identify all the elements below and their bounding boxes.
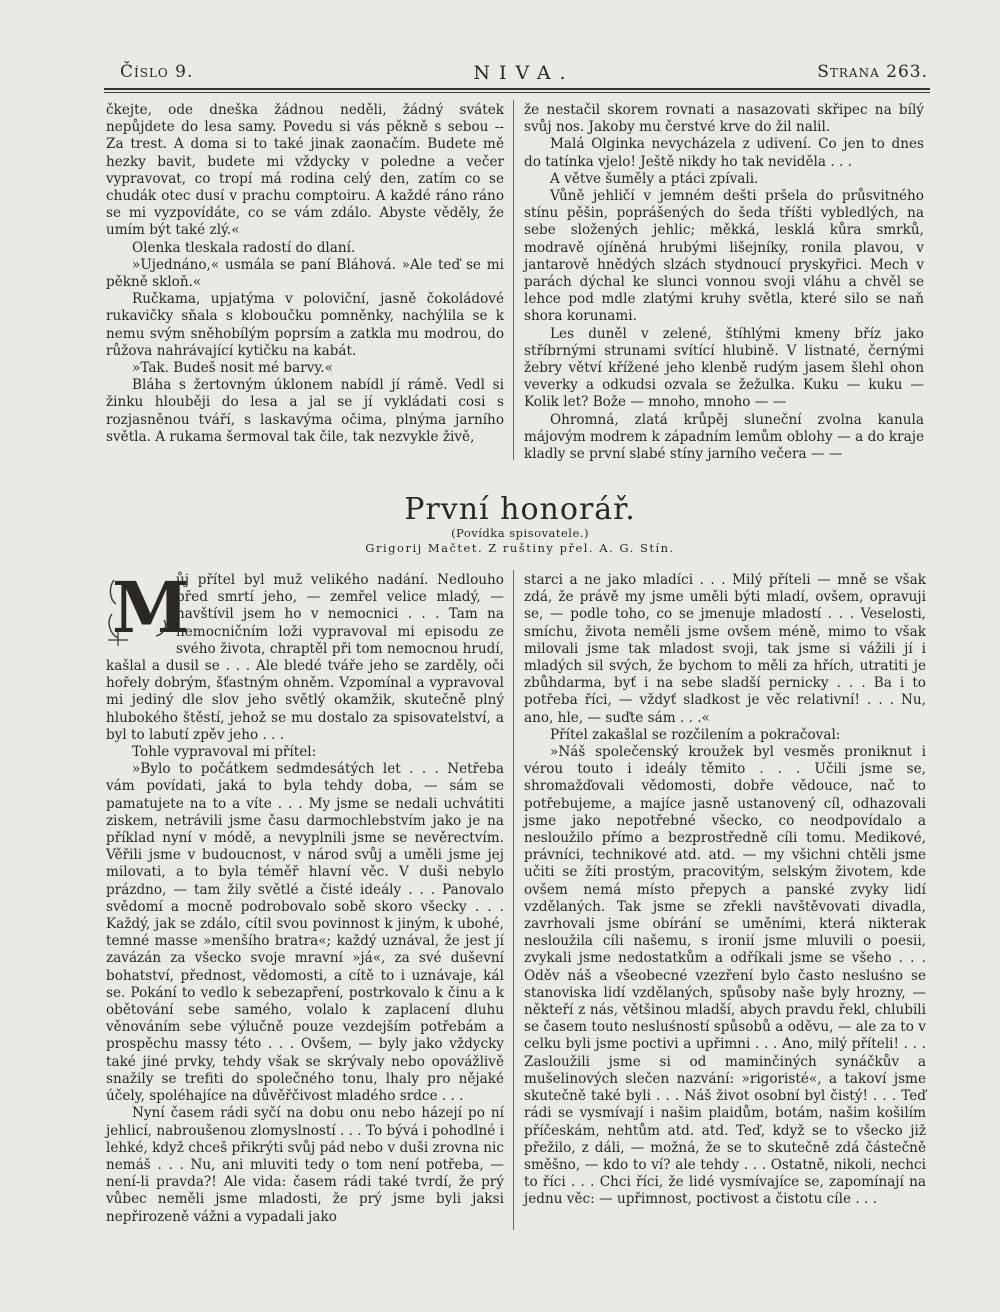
paragraph: Olenka tleskala radostí do dlaní. — [132, 239, 356, 256]
header-rule — [104, 88, 930, 90]
column-divider-top — [513, 100, 514, 460]
paragraph: Tohle vypravoval mi přítel: — [132, 744, 317, 761]
top-right-column — [524, 102, 924, 463]
paragraph: starci a ne jako mladíci . . . Milý příteli — mně se však zdá, že právě my jsme uměli býti mladí, ovšem, opravuji se, — podle toho, co se jmenuje mladostí . . . Veselosti, smíchu, života neměli jsme ovšem méně, mimo to však milovali jsme tak mladost svoji, tak jsme si vážili jí i mladých sil svých, že bychom to měli za hřích, utratiti je zbůhdarma, byť i na sebe sladší pernicky . . . Ba i to potřeba říci, — vždyť sladkost je věc relativní! . . . Nu, ano, hle, — suďte sám . . .« — [524, 572, 926, 726]
paragraph: Malá Olginka nevycházela z udivení. Co jen to dnes do tatínka vjelo! Ještě nikdy ho tak neviděla . . . — [524, 136, 924, 170]
dropcap-letter: M — [112, 566, 190, 649]
paragraph: čkejte, ode dneška žádnou neděli, žádný svátek nepůjdete do lesa samy. Povedu si vás pěkně s sebou -- Za trest. A doma si to také jinak zaonačím. Budete mě hezky bavit, budete mi vždycky v poledne a večer vypravovat, co tropí má rodina celý den, zatím co se chudák otec dusí v prachu comptoiru. A každé ráno ráno se mi vyzpovídáte, co se vám zdálo. Abyste věděly, že umím být také zlý.« — [106, 102, 504, 239]
bottom-left-column — [106, 566, 504, 1226]
paragraph: »Bylo to počátkem sedmdesátých let . . . Netřeba vám povídati, jaká to byla tehdy doba, — sám se pamatujete na to a víte . . . My jsme se nedali uchvátiti ziskem, netrávili jsme času darmochlebstvím jako je na příklad nyní v módě, a nevyplnili jsme se nevěrectvím. Věřili jsme v budoucnost, v národ svůj a uměli jsme jej milovati, a to byla téměř hlavní věc. V duši nebylo prázdno, — tam žily světlé a čisté ideály . . . Panovalo svědomí a mocně podrobovalo sobě skoro všecky . . . Každý, jak se zdálo, cítil svou povinnost k jiným, k ubohé, temné masse »menšího bratra«; každý uznával, že jest jí zavázán za všecko svoje mravní »já«, za své duševní bohatství, přednost, vědomosti, a cítě to i uznávaje, kál se. Pokání to vedlo k sebezapření, postrkovalo k činu a k obětování sebe samého, volalo k zaplacení dluhu věnováním sebe výlučně pouze vezdejším potřebám a prospěchu massy této . . . Ovšem, — byly jako vždycky také jiné prvky, tehdy však se skrývaly nebo opovážlivě snažily se trefiti do společného tonu, lhaly pro nějaké účely, spoléhajíce na důvěřčivost mladého srdce . . . — [106, 761, 504, 1105]
header-rule-thin — [104, 92, 930, 93]
column-divider-bottom — [513, 570, 514, 1230]
story-title: První honorář. — [404, 492, 636, 527]
paragraph: ůj přítel byl muž velikého nadání. Nedlouho před smrtí jeho, — zemřel velice mladý, — navštívil jsem ho v nemocnici . . . Tam na nemocničním loži vypravoval mi episodu ze svého života, chraptěl při tom nemocnou hrudí, kašlal a dusil se . . . Ale bledé tváře jeho se zarděly, oči hořely dobrým, šťastným ohněm. Vzpomínal a vypravoval mi jediný dle slov jeho světlý okamžik, skutečně plný hlubokého štěstí, jehož se mu dostalo za spisovatelství, a byl to labutí zpěv jeho . . . — [106, 572, 504, 743]
paragraph: Nyní časem rádi syčí na dobu onu nebo házejí po ní jehlicí, nabroušenou zlomyslností . . . To bývá i pohodlné i lehké, když chceš přikrýti svůj pád nebo v duši zrovna nic nemáš . . . Nu, ani mluviti tedy o tom není potřeba, — není-li pravda?! Ale vida: časem rádi také tvrdí, že prý vůbec neměli jsme mladosti, že prý jsme byli jaksi nepřirozeně vážni a vypadali jako — [106, 1105, 504, 1225]
paragraph: Ohromná, zlatá krůpěj sluneční zvolna kanula májovým modrem k západním lemům oblohy — a do kraje kladly se první slabé stíny jarního večera — — — [524, 411, 924, 463]
page-header — [120, 62, 928, 88]
paragraph: Les duněl v zelené, štíhlými kmeny bříz jako stříbrnými strunami svítící hlubině. V listnaté, černými žebry větví křížené jeho klenbě rudým jasem šlehl ohon veverky a odkudsi ozvala se žežulka. Kuku — kuku — Kolik let? Bože — mnoho, mnoho — — — [524, 325, 924, 411]
paragraph: »Ujednáno,« usmála se paní Bláhová. »Ale teď se mi pěkně skloň.« — [106, 256, 504, 291]
paragraph: že nestačil skorem rovnati a nasazovati skřipec na bílý svůj nos. Jakoby mu čerstvé krve do žil nalil. — [524, 102, 924, 136]
paragraph: Vůně jehličí v jemném dešti pršela do průsvitného stínu pěšin, poprášených do šeda tříšti vybledlých, na sebe složených jehlic; měkká, lesklá kůra smrků, modravě ojíněná hrubými lišejníky, ronila plavou, v jantarově hnědých slzách stydnoucí pryskyřici. Mech v parách dýchal ke slunci vonnou svoji vláhu a chvěl se lehce pod mdle zlatými kruhy světla, které silo se naň shora korunami. — [524, 188, 924, 325]
paragraph: »Náš společenský kroužek byl vesměs proniknut i vérou touto i ideály těmito . . . Učili jsme se, shromažďovali vědomosti, dobře vědouce, nač to potřebujeme, a majíce jasně ustanovený cíl, odhazovali jsme jako nepotřebné všecko, co neodpovídalo a nesloužilo přímo a bezprostředně cíli tomu. Medikové, právníci, technikové atd. atd. — my všichni chtěli jsme učiti se žíti prostým, pracovitým, selským životem, kde ovšem nemá místo přepych a panské zvyky lidí vzdělaných. Tak jsme se zřekli navštěvovati divadla, zavrhovali jsme obírání se uměními, která nikterak nesloužila cíli našemu, s ironií jsme mluvili o poesii, zvykali jsme nedostatkům a odříkali jsme se všeho . . . Oděv náš a všeobecné vzezření bylo často nesluśno se stanoviska lidí vzdělaných, spůsoby naše byly hrozny, — někteří z nás, většinou mladší, abych pravdu řekl, chlubili se časem touto nesluśností spůsobů a oděvu, — ale za to v celku byli jsme poctivi a upřimni . . . Ano, milý příteli! . . . Zasloužili jsme si od maminčiných synáčkův a mušelinových slečen nazvání: »rigoristé«, a takoví jsme skutečně také byli . . . Náš život osobní byl čistý! . . . Teď rádi se vysmívají i našim plaidům, botám, našim košilím příčeskám, nehtům atd. atd. Teď, když se to všecko již přežilo, z dáli, — možná, že se to skutečně zdá částečně směšno, — kdo to ví? ale tehdy . . . Ostatně, nikoli, nechci to říci . . . Chci říci, že lidé vysmívajíce se, zapomínají na jednu věc: — upřimnost, poctivost a čistotu cíle . . . — [524, 744, 926, 1208]
paragraph: Ručkama, upjatýma v poloviční, jasně čokoládové rukavičky sňala s kloboučku pomněnky, nachýlila se k nemu svým sněhobílým poprsím a zatkla mu modrou, do růžova nahrávající kytičku na kabát. — [106, 291, 504, 359]
paragraph: Bláha s žertovným úklonem nabídl jí rámě. Vedl si žinku hlouběji do lesa a jal se jí vykládati cosi s rozjasněnou tváří, s laskavýma očima, plnýma jarního světla. A rukama šermoval tak čile, tak nezvykle živě, — [106, 377, 504, 445]
page-number: Strana 263. — [817, 62, 928, 82]
dropcap — [106, 566, 190, 649]
author-line: Grigorij Mačtet. Z ruštiny přel. A. G. Stín. — [365, 541, 675, 555]
paragraph: Přítel zakašlal se rozčilením a pokračoval: — [550, 726, 841, 743]
issue-number: Číslo 9. — [120, 62, 194, 82]
story-subtitle: (Povídka spisovatele.) — [451, 526, 589, 540]
bottom-right-column — [524, 572, 926, 1209]
top-left-column — [106, 102, 504, 446]
paragraph: A větve šuměly a ptáci zpívali. — [550, 170, 759, 187]
journal-name: NIVA. — [473, 62, 575, 84]
paragraph: »Tak. Budeš nosit mé barvy.« — [132, 360, 333, 377]
